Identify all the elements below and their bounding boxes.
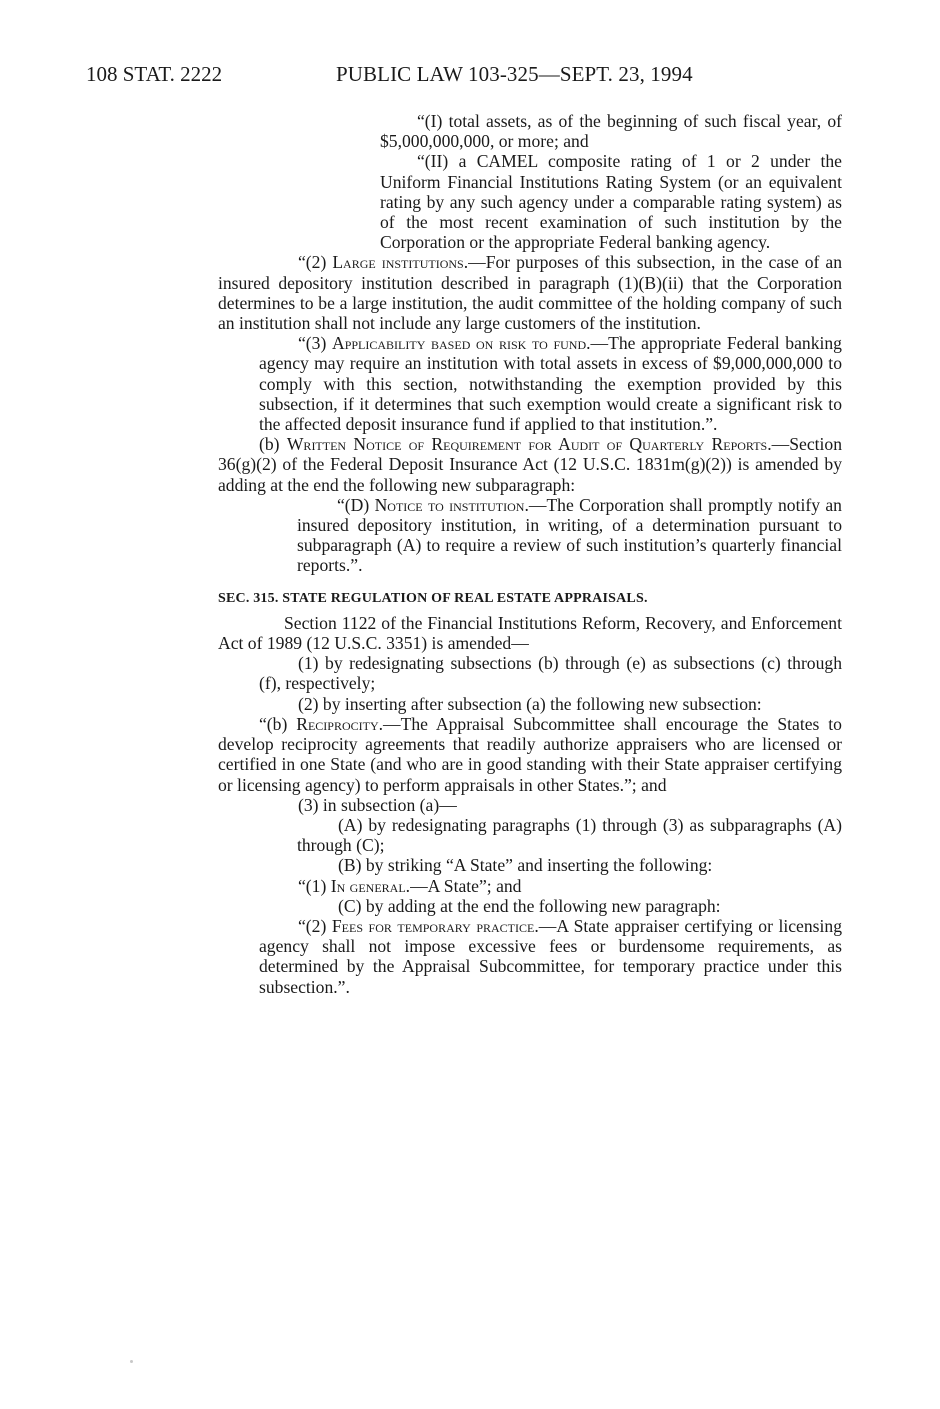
paragraph-number: “(2) xyxy=(298,252,333,273)
paragraph-text: —For purposes of this subsection, in the case of an insured depository institution described in paragraph (1)(B)(ii) that the Corporation determines to be a large institution, the audit committee of the holding company of such an institution shall not include any large customers of the institution. xyxy=(218,252,842,334)
section-heading: SEC. 315. STATE REGULATION OF REAL ESTATE APPRAISALS. xyxy=(218,590,648,606)
paragraph-2-fees xyxy=(259,916,842,997)
subparagraph-heading: Notice to institution. xyxy=(374,494,529,515)
paragraph-applicability xyxy=(259,333,842,434)
paragraph-large-institutions xyxy=(218,252,842,333)
document-body xyxy=(218,111,842,997)
paragraph-heading: In general. xyxy=(330,875,411,896)
scan-speck xyxy=(130,1360,133,1363)
subsection-text: —Section 36(g)(2) of the Federal Deposit Insurance Act (12 U.S.C. 1831m(g)(2)) is amended by adding at the end the following new subparagraph: xyxy=(218,434,842,495)
paragraph-text: —The appropriate Federal banking agency may require an institution with total assets in excess of $9,000,000,000 to comply with this section, notwithstanding the exemption provided by this subsection, if it determines that such exemption would create a significant risk to the affected deposit insurance fund if applied to that institution.”. xyxy=(259,333,842,435)
subsection-text: —The Appraisal Subcommittee shall encourage the States to develop reciprocity agreements that readily authorize appraisers who are licensed or certified in one State (and who are in good standing with their State appraiser certifying or licensing agency) to perform appraisals in other States.”; and xyxy=(218,713,842,795)
paragraph-heading: Fees for temporary practice. xyxy=(331,915,539,936)
subsection-heading: Written Notice of Requirement for Audit of Quarterly Reports. xyxy=(286,434,772,455)
section-intro: Section 1122 of the Financial Institutions Reform, Recovery, and Enforcement Act of 1989 (12 U.S.C. 3351) is amended— xyxy=(218,612,842,654)
subsection-b-reciprocity xyxy=(218,714,842,795)
clause-ii-camel-rating: “(II) a CAMEL composite rating of 1 or 2 under the Uniform Financial Institutions Rating System (or an equivalent rating by any such agency under a comparable rating system) as of the most recent examination of such institution by the Corporation or the appropriate Federal banking agency. xyxy=(380,151,842,253)
clause-i-total-assets: “(I) total assets, as of the beginning of such fiscal year, of $5,000,000,000, or more; and xyxy=(380,111,842,152)
item-3-subsection-a: (3) in subsection (a)— xyxy=(298,794,457,815)
subsection-heading: Reciprocity. xyxy=(296,713,384,734)
public-law-title: PUBLIC LAW 103-325—SEPT. 23, 1994 xyxy=(336,62,693,86)
paragraph-text: —A State appraiser certifying or licensing agency shall not impose excessive fees or burdensome requirements, as determined by the Appraisal Subcommittee, for temporary practice under this subsection.”. xyxy=(259,915,842,997)
paragraph-1-in-general xyxy=(298,876,842,896)
paragraph-heading: Applicability based on risk to fund. xyxy=(331,333,591,354)
page-header xyxy=(86,62,850,92)
item-b-striking: (B) by striking “A State” and inserting the following: xyxy=(338,855,713,876)
paragraph-number: “(3) xyxy=(298,333,332,354)
paragraph-text: —A State”; and xyxy=(410,875,522,896)
subsection-letter: (b) xyxy=(259,434,287,455)
statute-page-reference: 108 STAT. 2222 xyxy=(86,62,223,86)
subparagraph-text: —The Corporation shall promptly notify an insured depository institution, in writing, of a determination pursuant to subparagraph (A) to require a review of such institution’s quarterly financial reports.”. xyxy=(297,494,842,576)
subparagraph-letter: “(D) xyxy=(337,494,375,515)
paragraph-heading: Large institutions. xyxy=(332,252,469,273)
item-a-redesignating: (A) by redesignating paragraphs (1) through (3) as subparagraphs (A) through (C); xyxy=(297,814,842,856)
subsection-letter: “(b) xyxy=(259,713,297,734)
paragraph-number: “(1) xyxy=(298,875,331,896)
item-c-adding: (C) by adding at the end the following new paragraph: xyxy=(338,895,721,916)
subsection-b-written-notice xyxy=(218,434,842,495)
item-1-redesignating: (1) by redesignating subsections (b) through (e) as subsections (c) through (f), respectively; xyxy=(259,653,842,694)
subparagraph-d-notice xyxy=(297,495,842,576)
paragraph-number: “(2) xyxy=(298,915,332,936)
item-2-inserting: (2) by inserting after subsection (a) the following new subsection: xyxy=(298,693,762,714)
